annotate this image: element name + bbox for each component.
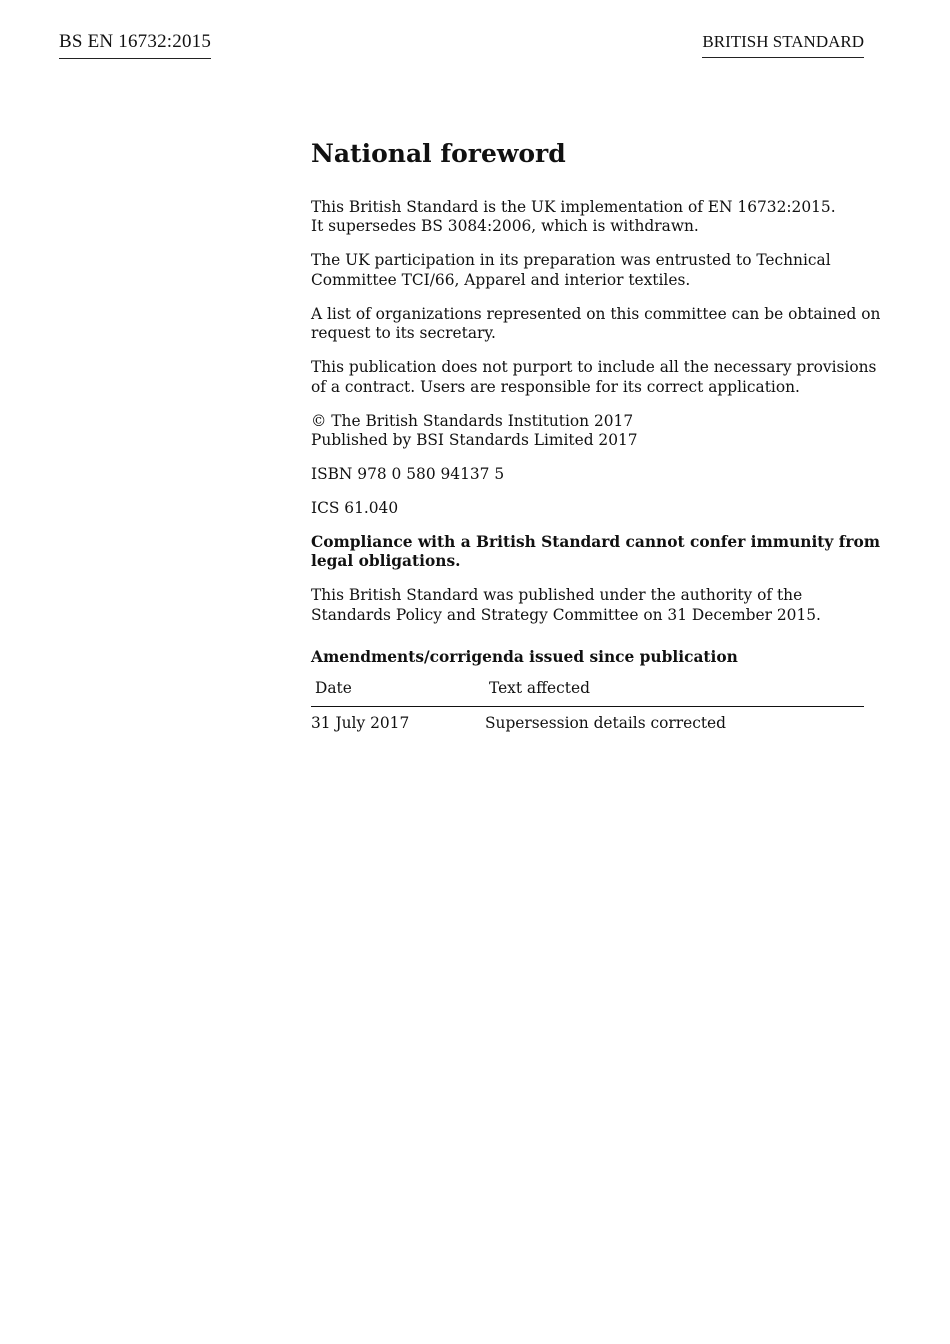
table-header-row — [311, 676, 864, 707]
paragraph-line: Published by BSI Standards Limited 2017 — [311, 431, 638, 450]
copyright-paragraph — [311, 412, 864, 451]
paragraph-line: request to its secretary. — [311, 324, 496, 343]
paragraph-line: of a contract. Users are responsible for its correct application. — [311, 377, 800, 396]
paragraph-line: ICS 61.040 — [311, 499, 399, 518]
implementation-paragraph — [311, 198, 864, 237]
paragraph-line: The UK participation in its preparation was entrusted to Technical — [311, 251, 831, 270]
national-foreword-section — [311, 138, 881, 733]
page-title: National foreword — [311, 139, 566, 168]
organizations-paragraph — [311, 304, 881, 344]
amendment-text-cell: Supersession details corrected — [485, 714, 726, 733]
amendments-table — [311, 676, 864, 734]
amendment-date-cell: 31 July 2017 — [311, 714, 410, 733]
paragraph-line: ISBN 978 0 580 94137 5 — [311, 465, 505, 484]
paragraph-line: © The British Standards Institution 2017 — [311, 411, 634, 430]
paragraph-line: This publication does not purport to include all the necessary provisions — [311, 358, 877, 377]
authority-paragraph — [311, 586, 864, 625]
paragraph-line: This British Standard is the UK implementation of EN 16732:2015. — [311, 198, 836, 216]
paragraph-line: legal obligations. — [311, 552, 461, 571]
document-id: BS EN 16732:2015 — [59, 30, 211, 59]
paragraph-line: It supersedes BS 3084:2006, which is withdrawn. — [311, 217, 699, 236]
compliance-paragraph — [311, 533, 880, 572]
isbn-paragraph — [311, 465, 864, 484]
column-header-text-affected: Text affected — [485, 676, 864, 707]
paragraph-line: Standards Policy and Strategy Committee on 31 December 2015. — [311, 605, 821, 624]
ics-paragraph — [311, 499, 864, 518]
table-row — [311, 707, 864, 734]
series-label: BRITISH STANDARD — [702, 31, 864, 58]
paragraph-line: This British Standard was published under the authority of the — [311, 586, 803, 605]
column-header-date: Date — [311, 676, 485, 707]
paragraph-line: Committee TCI/66, Apparel and interior textiles. — [311, 270, 691, 289]
paragraph-line: Compliance with a British Standard cannot confer immunity from — [311, 533, 880, 552]
amendments-heading: Amendments/corrigenda issued since publication — [311, 648, 738, 667]
committee-paragraph — [311, 251, 864, 290]
provisions-paragraph — [311, 358, 877, 397]
paragraph-line: A list of organizations represented on this committee can be obtained on — [311, 304, 881, 323]
